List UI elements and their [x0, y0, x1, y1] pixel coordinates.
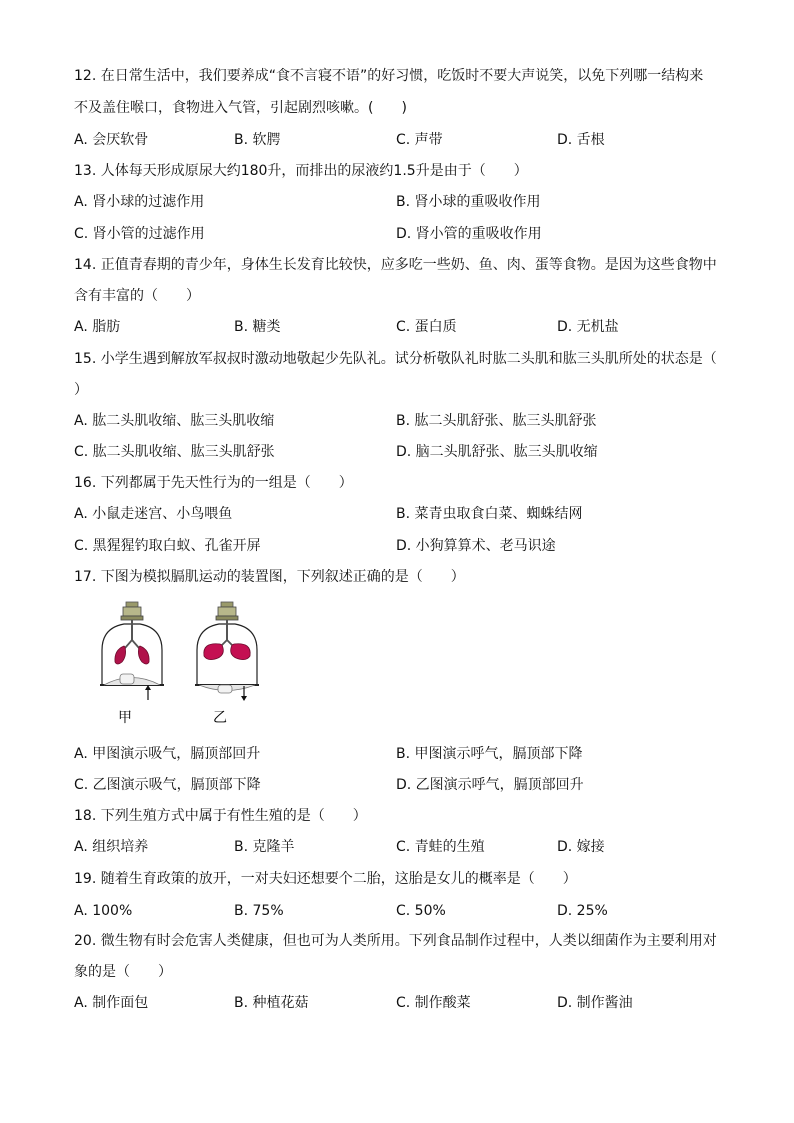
q12-option-d[interactable]: D. 舌根 [557, 132, 605, 148]
q18-stem: 18. 下列生殖方式中属于有性生殖的是（ ） [74, 808, 367, 824]
q17-stem: 17. 下图为模拟膈肌运动的装置图，下列叙述正确的是（ ） [74, 569, 465, 585]
q19-option-c[interactable]: C. 50% [396, 903, 446, 919]
q20-option-b[interactable]: B. 种植花菇 [234, 995, 309, 1011]
q16-option-c[interactable]: C. 黑猩猩钓取白蚁、孔雀开屏 [74, 538, 261, 554]
q18-option-a[interactable]: A. 组织培养 [74, 839, 149, 855]
q16-stem: 16. 下列都属于先天性行为的一组是（ ） [74, 475, 353, 491]
q17-option-b[interactable]: B. 甲图演示呼气，膈顶部下降 [396, 746, 583, 762]
q20-option-a[interactable]: A. 制作面包 [74, 995, 149, 1011]
diaphragm-model-figure [92, 600, 282, 730]
q18-option-d[interactable]: D. 嫁接 [557, 839, 605, 855]
q12-option-b[interactable]: B. 软腭 [234, 132, 281, 148]
q17-option-c[interactable]: C. 乙图演示吸气，膈顶部下降 [74, 777, 261, 793]
figure-label-yi: 乙 [213, 710, 227, 726]
q13-option-a[interactable]: A. 肾小球的过滤作用 [74, 194, 205, 210]
q15-option-c[interactable]: C. 肱二头肌收缩、肱三头肌舒张 [74, 444, 275, 460]
q12-option-c[interactable]: C. 声带 [396, 132, 443, 148]
q19-option-d[interactable]: D. 25% [557, 903, 608, 919]
q14-stem-line-2: 含有丰富的（ ） [74, 288, 200, 304]
q14-option-d[interactable]: D. 无机盐 [557, 319, 619, 335]
q15-option-a[interactable]: A. 肱二头肌收缩、肱三头肌收缩 [74, 413, 275, 429]
q18-option-b[interactable]: B. 克隆羊 [234, 839, 295, 855]
jar-jia-diagram [100, 602, 164, 700]
q13-option-c[interactable]: C. 肾小管的过滤作用 [74, 226, 205, 242]
q12-stem-line-2: 不及盖住喉口，食物进入气管，引起剧烈咳嗽。( ) [74, 100, 407, 116]
q19-stem: 19. 随着生育政策的放开，一对夫妇还想要个二胎，这胎是女儿的概率是（ ） [74, 871, 577, 887]
q12-option-a[interactable]: A. 会厌软骨 [74, 132, 149, 148]
q18-option-c[interactable]: C. 青蛙的生殖 [396, 839, 485, 855]
q16-option-d[interactable]: D. 小狗算算术、老马识途 [396, 538, 556, 554]
q20-option-c[interactable]: C. 制作酸菜 [396, 995, 471, 1011]
q13-option-d[interactable]: D. 肾小管的重吸收作用 [396, 226, 542, 242]
q15-option-d[interactable]: D. 脑二头肌舒张、肱三头肌收缩 [396, 444, 598, 460]
q19-option-b[interactable]: B. 75% [234, 903, 284, 919]
q15-stem-line-2: ） [74, 382, 88, 398]
q19-option-a[interactable]: A. 100% [74, 903, 133, 919]
figure-label-jia: 甲 [118, 710, 132, 726]
q14-stem-line-1: 14. 正值青春期的青少年，身体生长发育比较快，应多吃一些奶、鱼、肉、蛋等食物。是因为这些食物中 [74, 257, 717, 273]
q14-option-c[interactable]: C. 蛋白质 [396, 319, 457, 335]
q16-option-b[interactable]: B. 菜青虫取食白菜、蜘蛛结网 [396, 506, 583, 522]
q15-option-b[interactable]: B. 肱二头肌舒张、肱三头肌舒张 [396, 413, 597, 429]
q16-option-a[interactable]: A. 小鼠走迷宫、小鸟喂鱼 [74, 506, 233, 522]
q13-option-b[interactable]: B. 肾小球的重吸收作用 [396, 194, 541, 210]
q12-stem-line-1: 12. 在日常生活中，我们要养成“食不言寝不语”的好习惯，吃饭时不要大声说笑，以免下列哪一结构来 [74, 68, 704, 84]
q17-option-a[interactable]: A. 甲图演示吸气，膈顶部回升 [74, 746, 261, 762]
q17-option-d[interactable]: D. 乙图演示呼气，膈顶部回升 [396, 777, 584, 793]
q20-stem-line-2: 象的是（ ） [74, 964, 172, 980]
jar-yi-diagram [195, 602, 259, 701]
q13-stem: 13. 人体每天形成原尿大约180升，而排出的尿液约1.5升是由于（ ） [74, 163, 528, 179]
q20-stem-line-1: 20. 微生物有时会危害人类健康，但也可为人类所用。下列食品制作过程中，人类以细菌作为主要利用对 [74, 933, 717, 949]
q15-stem-line-1: 15. 小学生遇到解放军叔叔时激动地敬起少先队礼。试分析敬队礼时肱二头肌和肱三头肌所处的状态是（ [74, 351, 717, 367]
q14-option-a[interactable]: A. 脂肪 [74, 319, 121, 335]
q20-option-d[interactable]: D. 制作酱油 [557, 995, 633, 1011]
q14-option-b[interactable]: B. 糖类 [234, 319, 281, 335]
